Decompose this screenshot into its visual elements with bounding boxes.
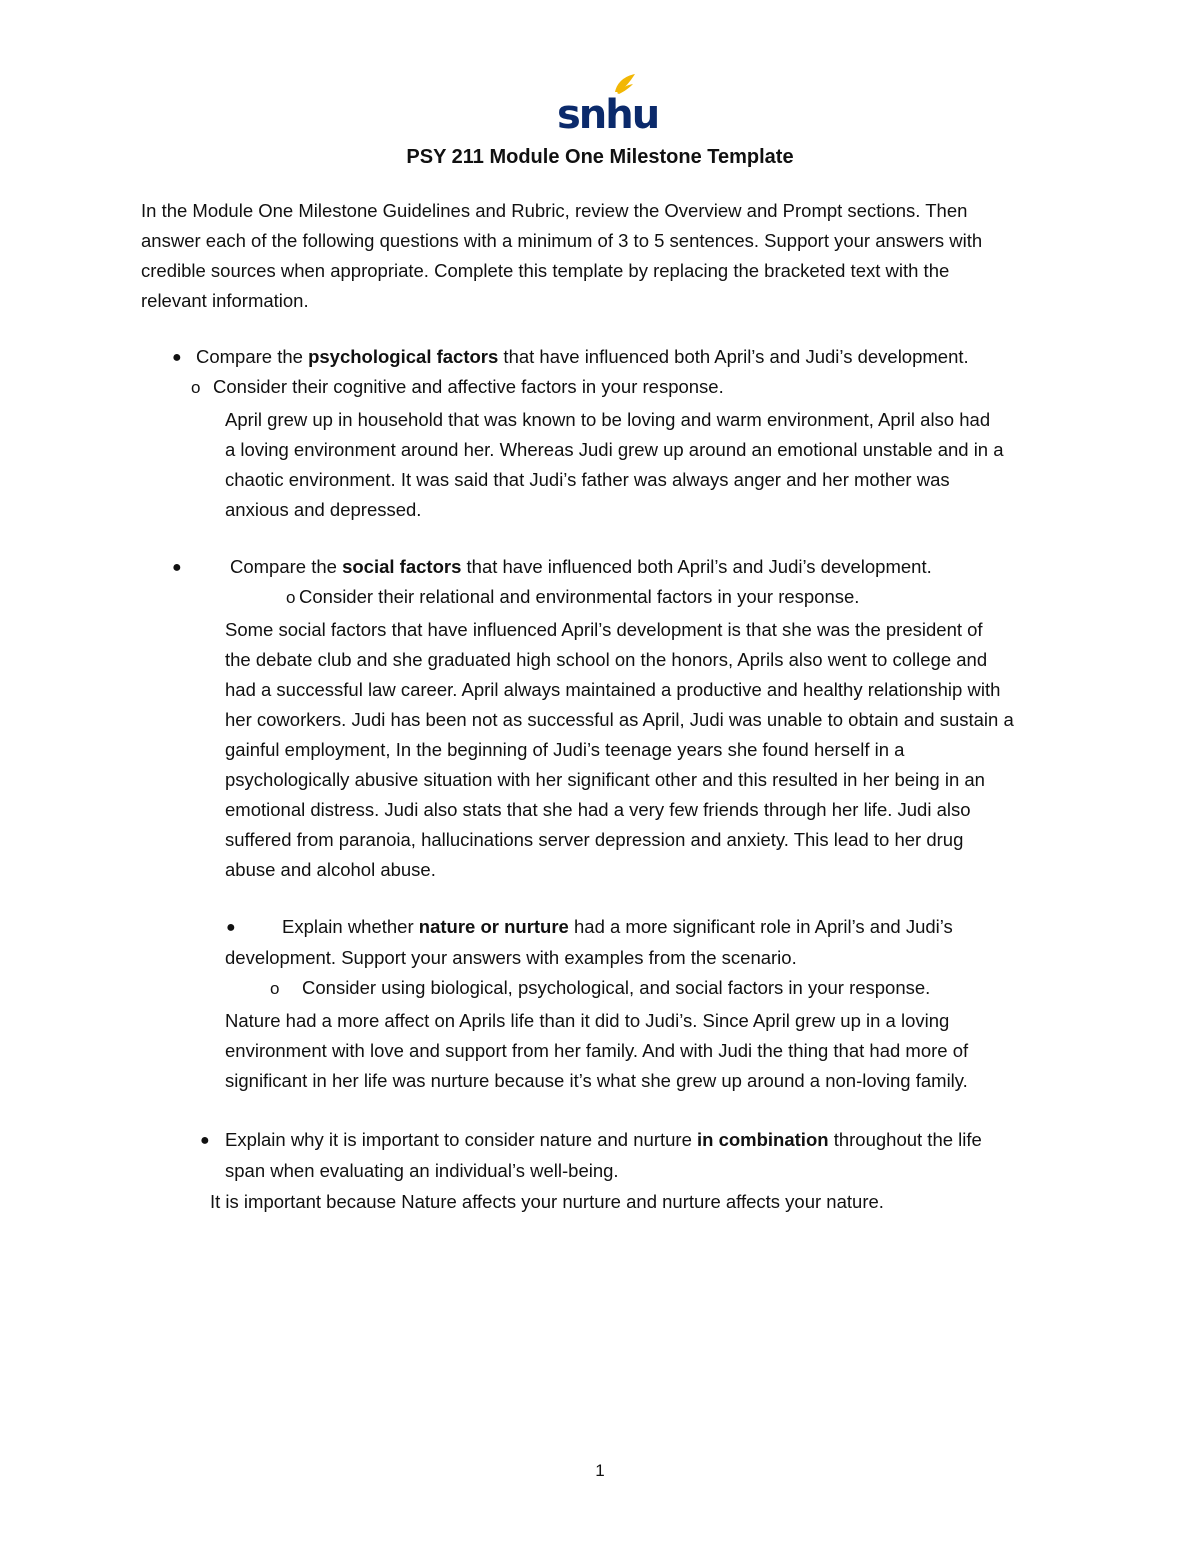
q4-answer: It is important because Nature affects your nurture and nurture affects your nature.: [210, 1191, 884, 1212]
q2-answer-line-2: the debate club and she graduated high school on the honors, Aprils also went to college and: [225, 649, 988, 670]
bullet-icon: ●: [200, 1132, 210, 1149]
q3-sub-marker: o: [270, 979, 280, 998]
snhu-logo: [555, 72, 659, 138]
q2-answer-line-8: suffered from paranoia, hallucinations server depression and anxiety. This lead to her drug: [225, 829, 964, 850]
q2-answer-line-3: had a successful law career. April always maintained a productive and healthy relationship with: [225, 679, 1001, 700]
q3-sub-prompt: Consider using biological, psychological, and social factors in your response.: [302, 977, 931, 998]
intro-line-2: answer each of the following questions with a minimum of 3 to 5 sentences. Support your answers with: [141, 230, 983, 251]
q3-prompt: Explain whether nature or nurture had a more significant role in April’s and Judi’s: [282, 916, 953, 937]
q2-answer-line-7: emotional distress. Judi also stats that she had a very few friends through her life. Judi also: [225, 799, 971, 820]
q2-answer-line-4: her coworkers. Judi has been not as successful as April, Judi was unable to obtain and sustain a: [225, 709, 1014, 730]
q2-answer-line-5: gainful employment, In the beginning of Judi’s teenage years she found herself in a: [225, 739, 905, 760]
bullet-icon: ●: [172, 349, 182, 366]
q2-prompt: Compare the social factors that have influenced both April’s and Judi’s development.: [230, 556, 932, 577]
q1-prompt: Compare the psychological factors that have influenced both April’s and Judi’s development.: [196, 346, 969, 367]
intro-line-1: In the Module One Milestone Guidelines and Rubric, review the Overview and Prompt sections. Then: [141, 200, 968, 221]
bullet-icon: ●: [226, 919, 236, 936]
q3-answer-line-2: environment with love and support from her family. And with Judi the thing that had more of: [225, 1040, 969, 1061]
intro-line-4: relevant information.: [141, 290, 309, 311]
q1-sub-prompt: Consider their cognitive and affective factors in your response.: [213, 376, 724, 397]
q2-sub-prompt: Consider their relational and environmental factors in your response.: [299, 586, 860, 607]
logo-text: snhu: [557, 92, 659, 138]
page-title: PSY 211 Module One Milestone Template: [406, 146, 794, 168]
bullet-icon: ●: [172, 559, 182, 576]
q1-answer-line-2: a loving environment around her. Whereas Judi grew up around an emotional unstable and in a: [225, 439, 1004, 460]
page-number: 1: [595, 1461, 605, 1480]
q3-answer-line-1: Nature had a more affect on Aprils life than it did to Judi’s. Since April grew up in a loving: [225, 1010, 950, 1031]
q1-sub-marker: o: [191, 378, 201, 397]
q1-answer-line-1: April grew up in household that was known to be loving and warm environment, April also had: [225, 409, 991, 430]
q2-sub-marker: o: [286, 588, 296, 607]
q2-answer-line-9: abuse and alcohol abuse.: [225, 859, 436, 880]
q4-prompt: Explain why it is important to consider nature and nurture in combination throughout the life: [225, 1129, 982, 1150]
q2-answer-line-6: psychologically abusive situation with her significant other and this resulted in her being in an: [225, 769, 985, 790]
q3-answer-line-3: significant in her life was nurture because it’s what she grew up around a non-loving family.: [225, 1070, 968, 1091]
intro-line-3: credible sources when appropriate. Complete this template by replacing the bracketed text with the: [141, 260, 950, 281]
q3-prompt-cont: development. Support your answers with examples from the scenario.: [225, 947, 797, 968]
q1-answer-line-4: anxious and depressed.: [225, 499, 422, 520]
q1-answer-line-3: chaotic environment. It was said that Judi’s father was always anger and her mother was: [225, 469, 950, 490]
q2-answer-line-1: Some social factors that have influenced April’s development is that she was the president of: [225, 619, 983, 640]
q4-prompt-cont: span when evaluating an individual’s well-being.: [225, 1160, 619, 1181]
